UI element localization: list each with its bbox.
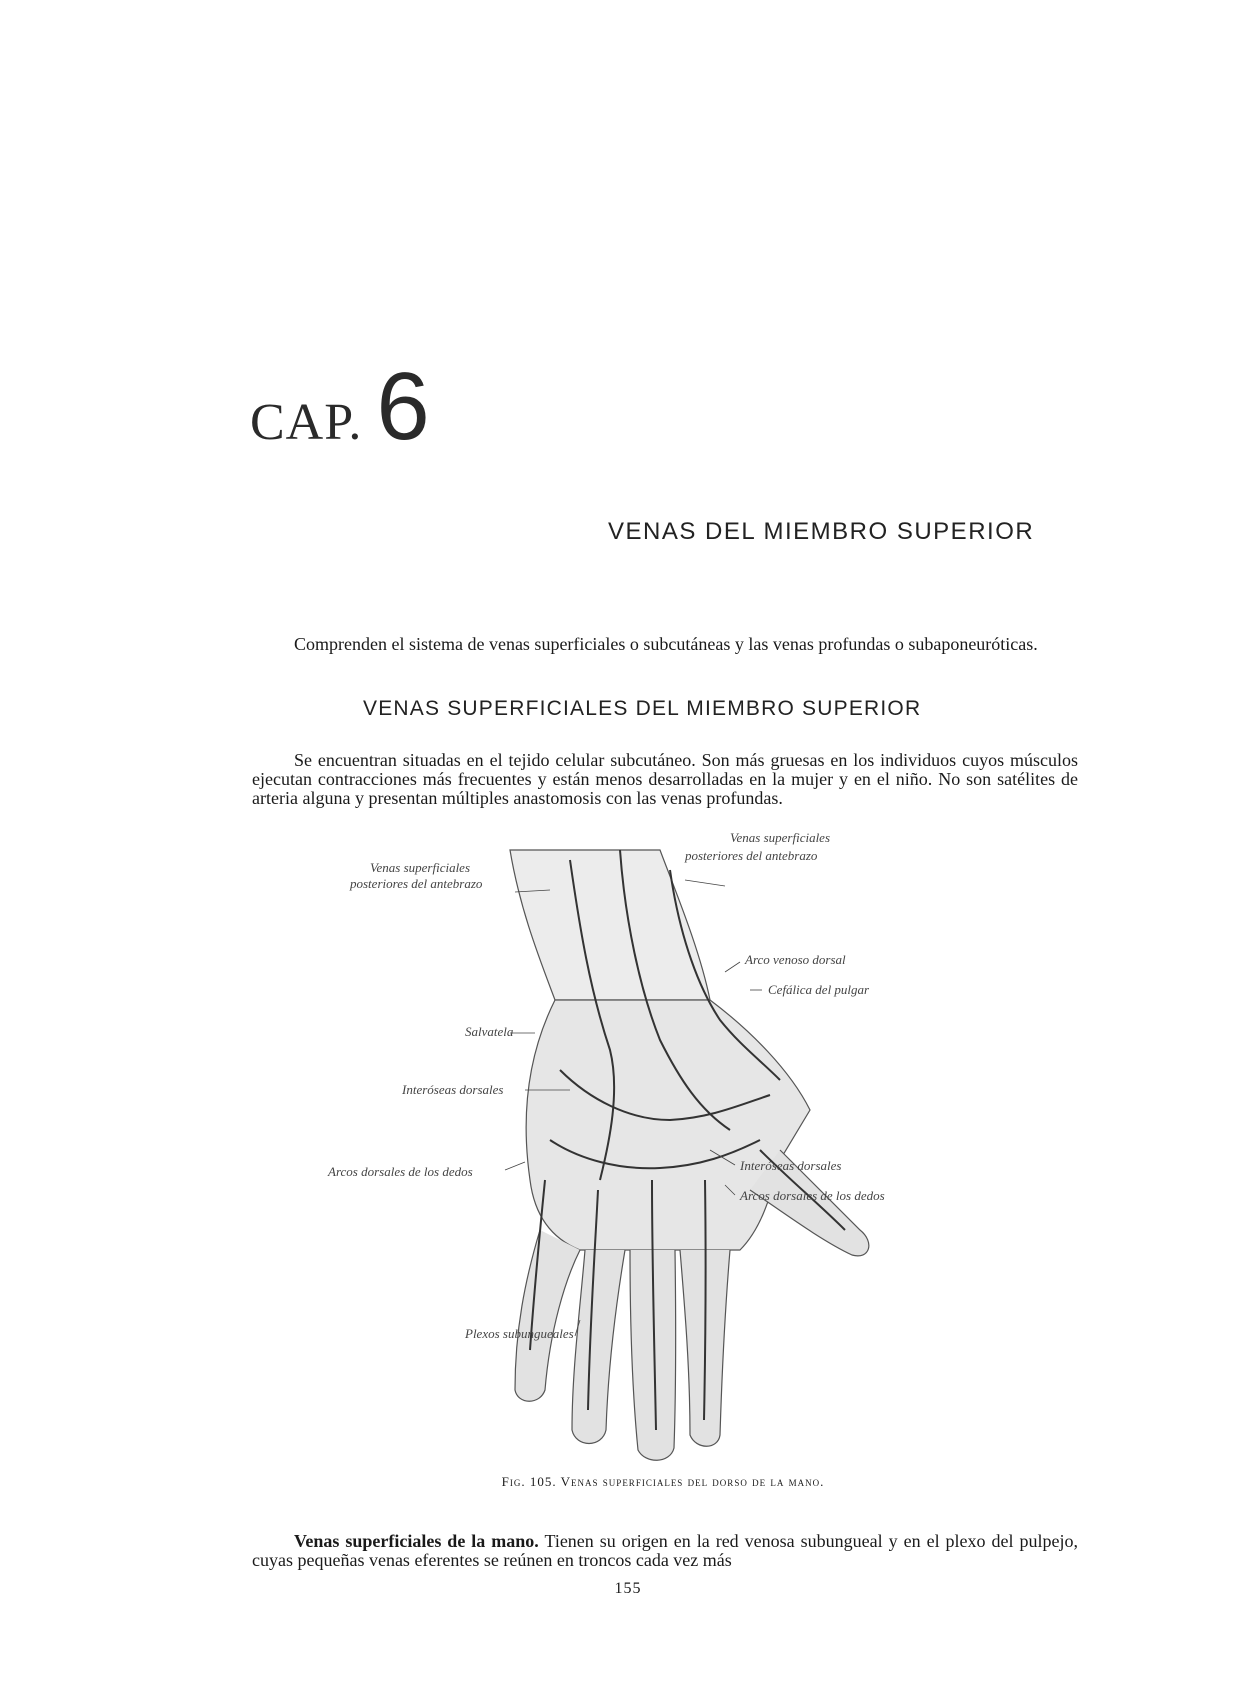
closing-paragraph	[252, 1532, 1078, 1570]
label-venas-post-right-2: posteriores del antebrazo	[685, 848, 818, 863]
chapter-number: 6	[376, 353, 430, 460]
label-plexos: Plexos subungueales	[465, 1326, 574, 1341]
label-salvatela: Salvatela	[465, 1024, 514, 1039]
closing-text: Tienen su origen en la red venosa subungueal y en el plexo del pulpejo, cuyas pequeñas venas eferentes se reúnen en troncos cada vez más	[252, 1531, 1079, 1570]
label-arcos-left: Arcos dorsales de los dedos	[328, 1164, 473, 1179]
page-number: 155	[614, 1580, 642, 1597]
chapter-heading	[250, 352, 430, 462]
label-arcos-right: Arcos dorsales de los dedos	[740, 1188, 885, 1203]
label-venas-post-left-2: posteriores del antebrazo	[350, 876, 483, 891]
section-title: VENAS SUPERFICIALES DEL MIEMBRO SUPERIOR	[363, 697, 922, 720]
page-title: VENAS DEL MIEMBRO SUPERIOR	[608, 518, 1035, 545]
label-venas-post-right-1: Venas superficiales	[730, 830, 831, 845]
section-paragraph: Se encuentran situadas en el tejido celular subcutáneo. Son más gruesas en los individuos cuyos músculos ejecutan contracciones más frecuentes y están menos desarrolladas en la mujer y en el niño. No son satélites de arteria alguna y presentan múltiples anastomosis con las venas profundas.	[252, 750, 1078, 808]
closing-bold: Venas superficiales de la mano.	[294, 1531, 539, 1551]
label-cefalica: Cefálica del pulgar	[768, 982, 870, 997]
intro-paragraph: Comprenden el sistema de venas superficiales o subcutáneas y las venas profundas o subaponeuróticas.	[294, 634, 1038, 654]
label-arco-venoso: Arco venoso dorsal	[745, 952, 846, 967]
figure-caption: Fig. 105. Venas superficiales del dorso de la mano.	[501, 1474, 825, 1489]
label-interoseas-left: Interóseas dorsales	[402, 1082, 504, 1097]
chapter-prefix: CAP.	[250, 394, 363, 451]
label-venas-post-left-1: Venas superficiales	[370, 860, 471, 875]
hand-veins-figure	[328, 830, 990, 1460]
hand-illustration	[328, 830, 990, 1460]
label-interoseas-right: Interóseas dorsales	[740, 1158, 842, 1173]
